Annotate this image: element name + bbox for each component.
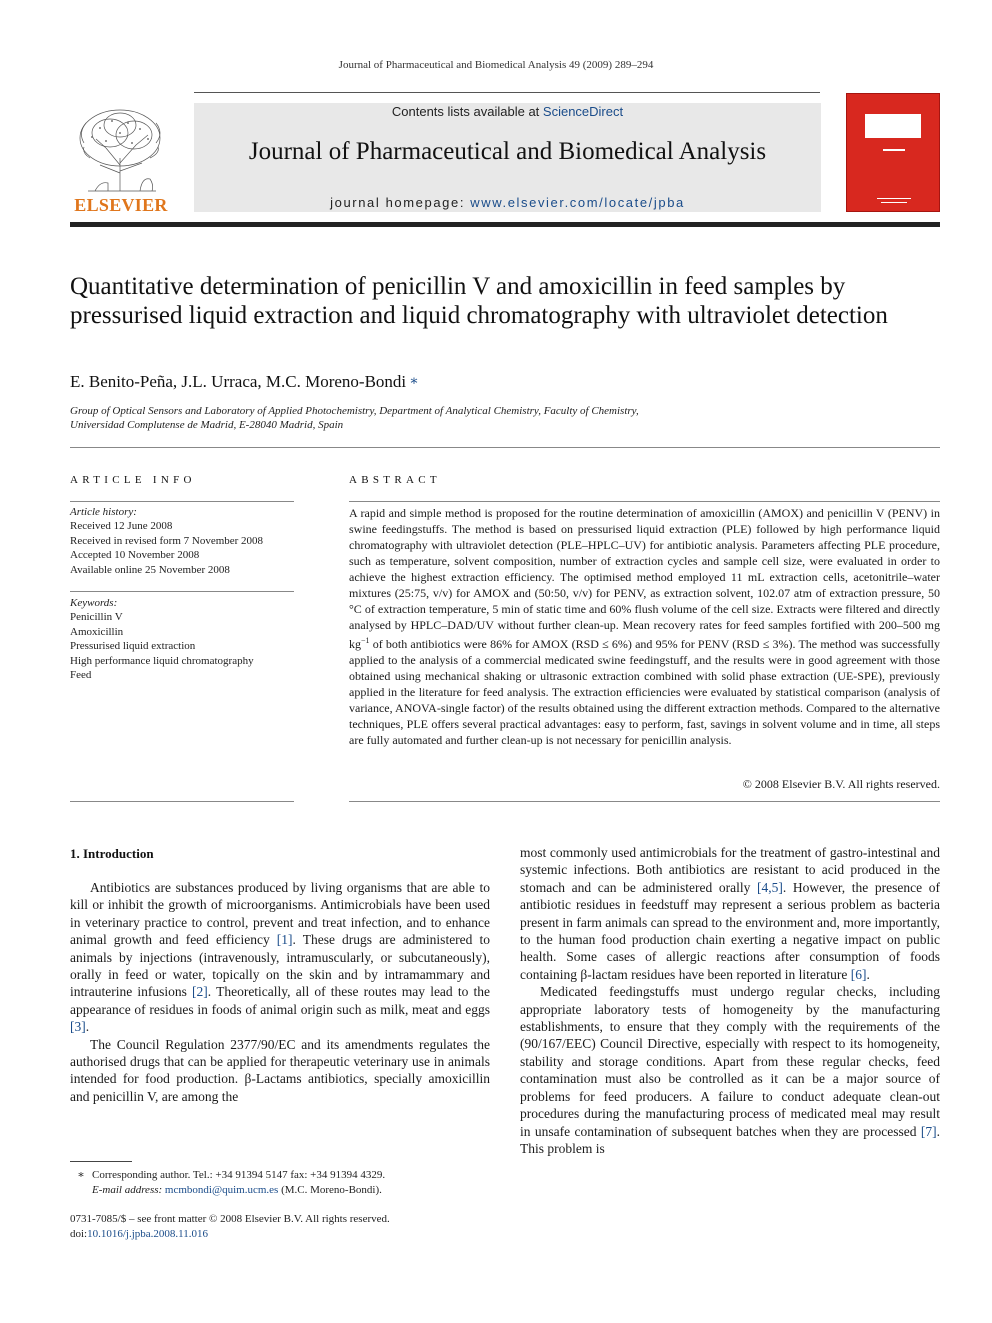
corresponding-author-footnote xyxy=(70,1168,490,1197)
keyword: High performance liquid chromatography xyxy=(70,654,254,667)
text-run: Medicated feedingstuffs must undergo regular checks, including appropriate laboratory tests of homogeneity by the manufacturing establishments, to ensure that they comply with the requirements of the (90/167/EEC) Council Directive, especially with respect to its homogeneity, stability and storage conditions. Apart from these regular checks, feed contamination must also be controlled as it can be a major source of problems for feed producers. A failure to conduct adequate clean-out procedures during the manufacturing process of medicated meal may result in unsafe contamination of subsequent batches when they are processed xyxy=(520,984,940,1139)
citation-link[interactable]: [4,5] xyxy=(756,879,783,895)
doi-label: doi: xyxy=(70,1227,88,1240)
footnote-mark: ∗ xyxy=(77,1169,85,1181)
history-label: Article history: xyxy=(70,506,137,518)
abstract-heading: ABSTRACT xyxy=(349,474,441,486)
corresponding-author-mark[interactable]: ∗ xyxy=(409,374,419,389)
issn-line: 0731-7085/$ – see front matter © 2008 Elsevier B.V. All rights reserved. xyxy=(70,1213,390,1225)
paragraph: The Council Regulation 2377/90/EC and its amendments regulates the authorised drugs that can be applied for therapeutic veterinary use in animals intended for food production. β-Lactams antibiotics, specially amoxicillin and penicillin V, are among the xyxy=(70,1036,490,1104)
contents-prefix: Contents lists available at xyxy=(391,104,543,119)
paragraph xyxy=(520,844,940,983)
section-heading-introduction: 1. Introduction xyxy=(70,846,154,861)
citation-link[interactable]: [1] xyxy=(276,932,293,948)
body-column-left xyxy=(70,879,490,1105)
sciencedirect-link[interactable]: ScienceDirect xyxy=(542,104,624,119)
keywords-label: Keywords: xyxy=(70,597,118,609)
email-label: E-mail address: xyxy=(92,1183,165,1196)
front-matter xyxy=(70,1212,490,1241)
history-item: Received in revised form 7 November 2008 xyxy=(70,534,264,547)
footnote-line xyxy=(70,1168,490,1183)
journal-homepage xyxy=(194,195,821,210)
keywords xyxy=(70,596,294,682)
divider xyxy=(70,801,294,802)
email-link[interactable]: mcmbondi@quim.ucm.es xyxy=(164,1183,279,1196)
text-run: . Theoretically, all of these routes may lead to the appearance of residues in foods of animal origin such as milk, meat and eggs xyxy=(70,984,490,1017)
text-run: Antibiotics are substances produced by living organisms that are able to kill or inhibit the growth of microorganisms. Antimicrobials have been used in veterinary practice to control, prevent and treat infection, and to enhance animal growth and feed efficiency xyxy=(70,880,490,948)
text-run: . xyxy=(85,1019,90,1035)
cover-line xyxy=(877,198,911,199)
citation-link[interactable]: [3] xyxy=(70,1019,86,1035)
text-run: . However, the presence of antibiotic residues in feedstuff may represent a serious problem as bacteria present in farm animals can spread to the environment and, more importantly, to the human food production chain exerting a negative impact on public health. Some cases of allergic reactions after consumption of foods containing β-lactam residues have been reported in literature xyxy=(520,879,940,982)
cover-line xyxy=(883,149,905,151)
article-info-heading: ARTICLE INFO xyxy=(70,474,196,486)
keyword: Pressurised liquid extraction xyxy=(70,640,196,653)
header-bottom-rule xyxy=(70,222,940,227)
affiliation xyxy=(70,404,639,432)
history-item: Available online 25 November 2008 xyxy=(70,563,230,576)
abstract-part: A rapid and simple method is proposed for the routine determination of amoxicillin (AMOX) and penicillin V (PENV) in swine feedingstuffs. The method is based on pressurised liquid extraction (PLE) followed by high performance liquid chromatography with ultraviolet detection (PLE–HPLC–UV) for antibiotic analysis. Parameters affecting PLE procedure, such as temperature, solvent composition, number of extraction cycles and sample cell size, were evaluated in order to achieve the highest extraction efficiency. The optimised method employed 11 mL extraction cells, acetonitrile–water mixtures (25:75, v/v) for AMOX and (50:50, v/v) for PENV, as extraction solvent, 102.07 atm of extraction pressure, 50 °C of extraction temperature, 5 min of static time and 60% flush volume of the cell size. Extracts were filtered and directly analysed by HPLC–DAD/UV without further clean-up. Mean recovery rates for feed samples fortified with 200–500 mg kg xyxy=(349,506,940,651)
citation-link[interactable]: [7] xyxy=(920,1123,937,1139)
homepage-link[interactable]: www.elsevier.com/locate/jpba xyxy=(470,195,685,210)
text-run: . These drugs are administered to animals by injections (intravenously, intramuscularly, or subcutaneously), orally in feed or water, topically on the skin and by intramammary and intrauterine infusions xyxy=(70,932,490,1000)
footnote-line xyxy=(70,1183,490,1198)
divider xyxy=(70,591,294,592)
header-top-rule xyxy=(194,92,820,93)
abstract-part: of both antibiotics were 86% for AMOX (RSD ≤ 6%) and 95% for PENV (RSD ≤ 3%). The method was successfully applied to the analysis of a commercial medicated swine feedingstuff, and the results were in good agreement with those obtained using mechanical shaking or ultrasonic extraction combined with solid phase extraction (UE-SPE), previously applied in the literature for feed analysis. The extraction efficiencies were evaluated by statistical comparison (analysis of variance, ANOVA-single factor) of the results obtained using the different extraction methods. Compared to the alternative techniques, PLE offers several practical advantages: easy to perform, fast, savings in solvent volume and in time, all steps are fully automated and further clean-up is not necessary for penicillin analysis. xyxy=(349,637,940,747)
history-item: Received 12 June 2008 xyxy=(70,520,173,533)
article-title: Quantitative determination of penicillin V and amoxicillin in feed samples by pressurised liquid extraction and liquid chromatography with ultraviolet detection xyxy=(70,273,888,329)
footnote-text: (M.C. Moreno-Bondi). xyxy=(278,1183,382,1196)
contents-line xyxy=(194,104,821,119)
text-run: . This problem is xyxy=(520,1123,940,1156)
divider xyxy=(70,501,294,502)
author-list xyxy=(70,372,419,392)
abstract-superscript: −1 xyxy=(361,636,370,645)
body-column-right xyxy=(520,844,940,1157)
journal-name: Journal of Pharmaceutical and Biomedical Analysis xyxy=(248,138,767,165)
citation-link[interactable]: [6] xyxy=(850,966,867,982)
paragraph xyxy=(70,879,490,1036)
article-history xyxy=(70,505,294,577)
text-run: . xyxy=(866,966,870,982)
journal-cover-thumbnail xyxy=(846,93,940,212)
authors-text: E. Benito-Peña, J.L. Urraca, M.C. Moreno-Bondi xyxy=(70,372,407,391)
text-run: most commonly used antimicrobials for the treatment of gastro-intestinal and systemic infections. Both antibiotics are resistant to acid produced in the stomach and can be administered orally xyxy=(520,845,940,895)
doi-link[interactable]: 10.1016/j.jpba.2008.11.016 xyxy=(87,1227,209,1240)
abstract-text xyxy=(349,505,940,748)
divider xyxy=(349,501,940,502)
footnote-rule xyxy=(70,1161,132,1162)
cover-title-box xyxy=(865,114,921,138)
journal-citation: Journal of Pharmaceutical and Biomedical Analysis 49 (2009) 289–294 xyxy=(338,59,654,71)
keyword: Penicillin V xyxy=(70,611,123,624)
history-item: Accepted 10 November 2008 xyxy=(70,549,200,562)
keyword: Amoxicillin xyxy=(70,625,124,638)
elsevier-wordmark: ELSEVIER xyxy=(74,195,168,215)
footnote-text: Corresponding author. Tel.: +34 91394 5147 fax: +34 91394 4329. xyxy=(92,1169,386,1181)
paragraph xyxy=(520,983,940,1157)
cover-line xyxy=(881,202,907,203)
doi-line xyxy=(70,1227,490,1242)
affiliation-line: Group of Optical Sensors and Laboratory of Applied Photochemistry, Department of Analytical Chemistry, Faculty of Chemistry, xyxy=(70,405,639,417)
affiliation-line: Universidad Complutense de Madrid, E-28040 Madrid, Spain xyxy=(70,419,344,431)
citation-link[interactable]: [2] xyxy=(192,984,208,1000)
abstract-copyright: © 2008 Elsevier B.V. All rights reserved. xyxy=(742,777,940,791)
keyword: Feed xyxy=(70,669,92,682)
divider xyxy=(70,447,940,448)
homepage-prefix: journal homepage: xyxy=(330,195,471,210)
divider xyxy=(349,801,940,802)
